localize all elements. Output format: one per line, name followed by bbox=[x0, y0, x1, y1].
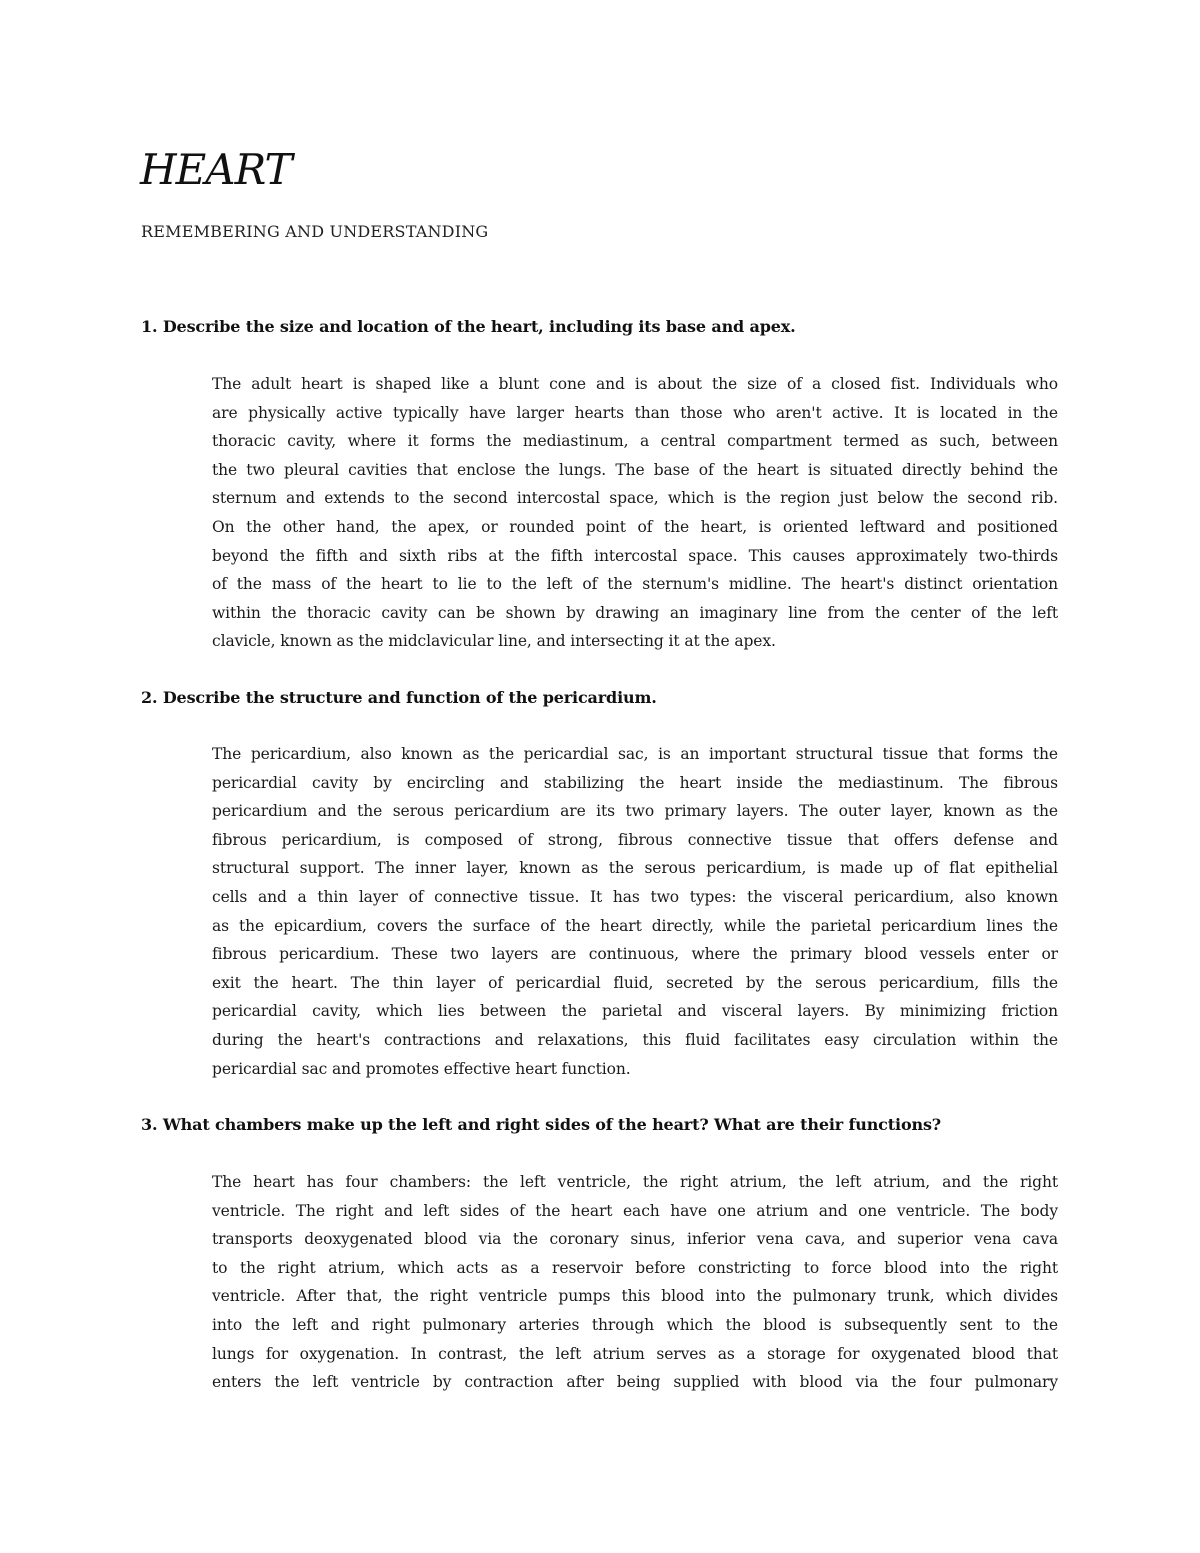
answer-3 bbox=[212, 1168, 1058, 1397]
answer-line: enters the left ventricle by contraction after being supplied with blood via the four pulmonary bbox=[212, 1373, 1058, 1392]
answer-line: The pericardium, also known as the pericardial sac, is an important structural tissue that forms the bbox=[212, 745, 1058, 763]
answer-line: sternum and extends to the second intercostal space, which is the region just below the second rib. bbox=[212, 489, 1058, 508]
answer-line: transports deoxygenated blood via the coronary sinus, inferior vena cava, and superior vena cava bbox=[212, 1230, 1058, 1249]
answer-line: the two pleural cavities that enclose the lungs. The base of the heart is situated directly behind the bbox=[212, 460, 1058, 479]
answer-1 bbox=[212, 370, 1058, 656]
document-title: HEART bbox=[140, 145, 292, 194]
answer-line: clavicle, known as the midclavicular line, and intersecting it at the apex. bbox=[212, 632, 776, 651]
question-1: 1. Describe the size and location of the heart, including its base and apex. bbox=[141, 317, 796, 336]
answer-line: during the heart's contractions and relaxations, this fluid facilitates easy circulation within the bbox=[212, 1030, 1058, 1049]
answer-line: within the thoracic cavity can be shown by drawing an imaginary line from the center of the left bbox=[212, 603, 1058, 622]
answer-2 bbox=[212, 740, 1058, 1083]
answer-line: of the mass of the heart to lie to the left of the sternum's midline. The heart's distinct orientation bbox=[212, 575, 1058, 594]
answer-line: are physically active typically have larger hearts than those who aren't active. It is located in the bbox=[212, 403, 1058, 422]
answer-line: as the epicardium, covers the surface of the heart directly, while the parietal pericardium lines the bbox=[212, 916, 1058, 935]
answer-line: ventricle. After that, the right ventricle pumps this blood into the pulmonary trunk, which divides bbox=[212, 1287, 1058, 1306]
answer-line: pericardial cavity by encircling and stabilizing the heart inside the mediastinum. The fibrous bbox=[212, 773, 1058, 792]
answer-line: thoracic cavity, where it forms the mediastinum, a central compartment termed as such, between bbox=[212, 432, 1058, 451]
question-2: 2. Describe the structure and function of the pericardium. bbox=[141, 688, 657, 707]
answer-line: pericardial sac and promotes effective heart function. bbox=[212, 1059, 631, 1078]
question-3: 3. What chambers make up the left and right sides of the heart? What are their functions? bbox=[141, 1115, 942, 1134]
answer-line: The heart has four chambers: the left ventricle, the right atrium, the left atrium, and the right bbox=[212, 1173, 1058, 1191]
answer-line: pericardium and the serous pericardium are its two primary layers. The outer layer, known as the bbox=[212, 802, 1058, 821]
answer-line: The adult heart is shaped like a blunt cone and is about the size of a closed fist. Individuals who bbox=[212, 375, 1058, 393]
answer-line: into the left and right pulmonary arteries through which the blood is subsequently sent to the bbox=[212, 1315, 1058, 1334]
answer-line: exit the heart. The thin layer of pericardial fluid, secreted by the serous pericardium, fills the bbox=[212, 973, 1058, 992]
answer-line: to the right atrium, which acts as a reservoir before constricting to force blood into the right bbox=[212, 1258, 1058, 1277]
document-subtitle: REMEMBERING AND UNDERSTANDING bbox=[141, 222, 489, 241]
answer-line: structural support. The inner layer, known as the serous pericardium, is made up of flat epithelial bbox=[212, 859, 1058, 878]
answer-line: ventricle. The right and left sides of the heart each have one atrium and one ventricle. The body bbox=[212, 1201, 1058, 1220]
answer-line: beyond the fifth and sixth ribs at the fifth intercostal space. This causes approximately two-thirds bbox=[212, 546, 1058, 565]
answer-line: cells and a thin layer of connective tissue. It has two types: the visceral pericardium, also known bbox=[212, 887, 1058, 906]
answer-line: pericardial cavity, which lies between the parietal and visceral layers. By minimizing friction bbox=[212, 1002, 1058, 1021]
answer-line: fibrous pericardium. These two layers are continuous, where the primary blood vessels enter or bbox=[212, 945, 1058, 964]
answer-line: fibrous pericardium, is composed of strong, fibrous connective tissue that offers defense and bbox=[212, 830, 1058, 849]
answer-line: lungs for oxygenation. In contrast, the left atrium serves as a storage for oxygenated blood that bbox=[212, 1344, 1058, 1363]
answer-line: On the other hand, the apex, or rounded point of the heart, is oriented leftward and positioned bbox=[212, 517, 1058, 536]
